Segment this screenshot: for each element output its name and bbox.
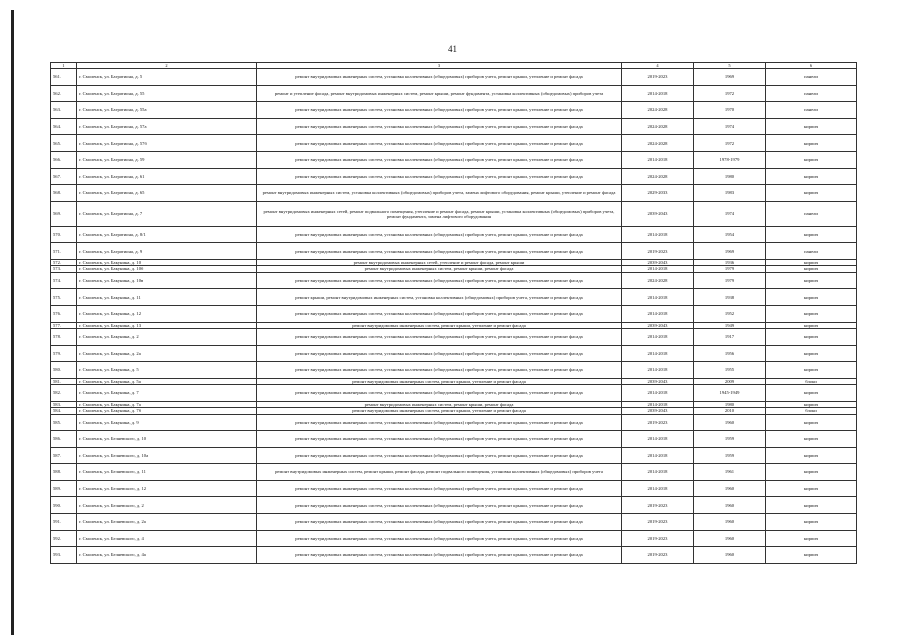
- row-material: кирпич: [766, 414, 857, 431]
- row-year: 1936: [694, 260, 766, 266]
- row-address: г. Смоленск, ул. Бакунина, д. 9: [77, 414, 257, 431]
- row-year: 1956: [694, 345, 766, 362]
- row-material: панели: [766, 102, 857, 119]
- row-material: кирпич: [766, 185, 857, 202]
- table-row: [51, 497, 857, 514]
- row-works: ремонт внутридомовых инженерных систем, установка коллективных (общедомовых) приборов учета, ремонт крыши, утепление и ремонт фасада: [257, 328, 622, 345]
- row-works: ремонт внутридомовых инженерных систем, установка коллективных (общедомовых) приборов учета, ремонт крыши, утепление и ремонт фасада: [257, 226, 622, 243]
- row-year: 1974: [694, 201, 766, 226]
- row-address: г. Смоленск, ул. Беляевского, д. 4: [77, 530, 257, 547]
- row-year: 1954: [694, 226, 766, 243]
- row-number: 577.: [51, 322, 77, 328]
- table-row: [51, 85, 857, 102]
- table-row: [51, 135, 857, 152]
- row-works: ремонт внутридомовых инженерных систем, установка коллективных (общедомовых) приборов учета, ремонт крыши, утепление и ремонт фасада: [257, 152, 622, 169]
- table-row: [51, 530, 857, 547]
- row-period: 2039-2043: [622, 408, 694, 414]
- table-row: [51, 201, 857, 226]
- header-col-5: 5: [694, 63, 766, 69]
- row-year: 1978-1979: [694, 152, 766, 169]
- row-number: 567.: [51, 168, 77, 185]
- row-address: г. Смоленск, ул. Беляевского, д. 2а: [77, 514, 257, 531]
- row-works: ремонт внутридомовых инженерных систем, установка коллективных (общедомовых) приборов учета, ремонт крыши, утепление и ремонт фасада: [257, 345, 622, 362]
- row-period: 2014-2018: [622, 401, 694, 407]
- table-row: [51, 547, 857, 564]
- row-number: 565.: [51, 135, 77, 152]
- row-number: 564.: [51, 118, 77, 135]
- row-works: ремонт и утепление фасада, ремонт внутридомовых инженерных систем, ремонт крыши, ремонт фундамента, установка коллективных (общедомовых) приборов учета: [257, 85, 622, 102]
- row-material: кирпич: [766, 447, 857, 464]
- row-number: 589.: [51, 480, 77, 497]
- page-number: 41: [448, 44, 457, 54]
- row-number: 568.: [51, 185, 77, 202]
- row-works: ремонт внутридомовых инженерных систем, установка коллективных (общедомовых) приборов учета, ремонт крыши, утепление и ремонт фасада: [257, 272, 622, 289]
- table-row: [51, 514, 857, 531]
- row-year: 1945-1949: [694, 385, 766, 402]
- row-works: ремонт внутридомовых инженерных систем, установка коллективных (общедомовых) приборов учета, ремонт крыши, утепление и ремонт фасада: [257, 385, 622, 402]
- row-address: г. Смоленск, ул. Бакунина, д. 10в: [77, 272, 257, 289]
- row-address: г. Смоленск, ул. Багратиона, д. 61: [77, 168, 257, 185]
- row-works: ремонт внутридомовых инженерных систем, ремонт крыши, утепление и ремонт фасада: [257, 378, 622, 384]
- row-works: ремонт внутридомовых инженерных систем, ремонт крыши, утепление и ремонт фасада: [257, 322, 622, 328]
- row-year: 1952: [694, 305, 766, 322]
- row-address: г. Смоленск, ул. Багратиона, д. 65: [77, 185, 257, 202]
- row-year: 1969: [694, 243, 766, 260]
- row-period: 2019-2023: [622, 530, 694, 547]
- row-number: 580.: [51, 362, 77, 379]
- row-works: ремонт внутридомовых инженерных систем, установка коллективных (общедомовых) приборов учета, ремонт крыши, утепление и ремонт фасада: [257, 118, 622, 135]
- row-period: 2019-2023: [622, 69, 694, 86]
- row-works: ремонт внутридомовых инженерных систем, установка коллективных (общедомовых) приборов учета, ремонт крыши, утепление и ремонт фасада: [257, 362, 622, 379]
- row-period: 2024-2028: [622, 272, 694, 289]
- row-number: 581.: [51, 378, 77, 384]
- row-number: 586.: [51, 431, 77, 448]
- row-address: г. Смоленск, ул. Беляевского, д. 10: [77, 431, 257, 448]
- row-year: 1960: [694, 530, 766, 547]
- row-address: г. Смоленск, ул. Беляевского, д. 4а: [77, 547, 257, 564]
- row-material: кирпич: [766, 547, 857, 564]
- row-period: 2014-2018: [622, 85, 694, 102]
- row-period: 2024-2028: [622, 118, 694, 135]
- row-year: 1960: [694, 414, 766, 431]
- row-period: 2029-2033: [622, 185, 694, 202]
- table-row: [51, 431, 857, 448]
- row-number: 579.: [51, 345, 77, 362]
- table-row: [51, 272, 857, 289]
- row-year: 1979: [694, 272, 766, 289]
- table-row: [51, 385, 857, 402]
- row-material: кирпич: [766, 305, 857, 322]
- row-year: 1980: [694, 168, 766, 185]
- row-works: ремонт внутридомовых инженерных систем, установка коллективных (общедомовых) приборов учета, ремонт крыши, утепление и ремонт фасада: [257, 547, 622, 564]
- row-material: кирпич: [766, 260, 857, 266]
- row-year: 1979: [694, 266, 766, 272]
- row-address: г. Смоленск, ул. Багратиона, д. 5: [77, 69, 257, 86]
- row-material: кирпич: [766, 385, 857, 402]
- row-year: 1974: [694, 118, 766, 135]
- row-works: ремонт внутридомовых инженерных сетей, ремонт подвального помещения, утепление и ремонт фасада, ремонт крыши, установка коллективных (общедомовых) приборов учета, ремонт фундамента, замена лифтового оборудования: [257, 201, 622, 226]
- row-works: ремонт внутридомовых инженерных систем, установка коллективных (общедомовых) приборов учета, ремонт крыши, утепление и ремонт фасада: [257, 305, 622, 322]
- row-number: 562.: [51, 85, 77, 102]
- row-works: ремонт внутридомовых инженерных систем, установка коллективных (общедомовых) приборов учета, ремонт крыши, утепление и ремонт фасада: [257, 243, 622, 260]
- row-year: 1960: [694, 480, 766, 497]
- row-works: ремонт внутридомовых инженерных систем, установка коллективных (общедомовых) приборов учета, ремонт крыши, утепление и ремонт фасада: [257, 447, 622, 464]
- row-period: 2014-2018: [622, 345, 694, 362]
- row-material: кирпич: [766, 328, 857, 345]
- row-material: кирпич: [766, 401, 857, 407]
- row-address: г. Смоленск, ул. Бакунина, д. 10: [77, 260, 257, 266]
- row-number: 590.: [51, 497, 77, 514]
- row-works: ремонт внутридомовых инженерных систем, установка коллективных (общедомовых) приборов учета, ремонт крыши, утепление и ремонт фасада: [257, 497, 622, 514]
- row-material: кирпич: [766, 530, 857, 547]
- row-works: ремонт внутридомовых инженерных сетей, утепление и ремонт фасада, ремонт крыши: [257, 260, 622, 266]
- header-col-3: 3: [257, 63, 622, 69]
- table-row: [51, 118, 857, 135]
- row-material: панели: [766, 243, 857, 260]
- row-address: г. Смоленск, ул. Багратиона, д. 57б: [77, 135, 257, 152]
- row-address: г. Смоленск, ул. Бакунина, д. 2: [77, 328, 257, 345]
- row-material: кирпич: [766, 345, 857, 362]
- table-row: [51, 328, 857, 345]
- row-period: 2014-2018: [622, 362, 694, 379]
- row-material: кирпич: [766, 431, 857, 448]
- row-works: ремонт внутридомовых инженерных систем, установка коллективных (общедомовых) приборов учета, ремонт крыши, утепление и ремонт фасада: [257, 102, 622, 119]
- row-year: 1917: [694, 328, 766, 345]
- row-number: 572.: [51, 260, 77, 266]
- row-material: кирпич: [766, 464, 857, 481]
- scan-edge-bar: [11, 10, 14, 635]
- row-year: 1959: [694, 431, 766, 448]
- row-number: 574.: [51, 272, 77, 289]
- row-address: г. Смоленск, ул. Бакунина, д. 12: [77, 305, 257, 322]
- row-year: 2010: [694, 408, 766, 414]
- row-address: г. Смоленск, ул. Багратиона, д. 57а: [77, 118, 257, 135]
- row-works: ремонт внутридомовых инженерных систем, установка коллективных (общедомовых) приборов учета, ремонт крыши, утепление и ремонт фасада: [257, 69, 622, 86]
- row-period: 2014-2018: [622, 226, 694, 243]
- row-number: 569.: [51, 201, 77, 226]
- table-row: [51, 152, 857, 169]
- row-material: блоки: [766, 378, 857, 384]
- row-period: 2019-2023: [622, 547, 694, 564]
- row-address: г. Смоленск, ул. Бакунина, д. 7б: [77, 408, 257, 414]
- row-period: 2024-2028: [622, 102, 694, 119]
- row-year: 1969: [694, 69, 766, 86]
- row-number: 585.: [51, 414, 77, 431]
- row-period: 2019-2023: [622, 414, 694, 431]
- row-period: 2039-2043: [622, 201, 694, 226]
- row-material: кирпич: [766, 480, 857, 497]
- registry-table: [50, 62, 857, 564]
- row-number: 563.: [51, 102, 77, 119]
- table-row: [51, 464, 857, 481]
- row-material: кирпич: [766, 272, 857, 289]
- row-period: 2014-2018: [622, 305, 694, 322]
- header-col-2: 2: [77, 63, 257, 69]
- row-year: 1980: [694, 401, 766, 407]
- table-row: [51, 305, 857, 322]
- row-address: г. Смоленск, ул. Бакунина, д. 10б: [77, 266, 257, 272]
- row-year: 1960: [694, 547, 766, 564]
- row-number: 582.: [51, 385, 77, 402]
- row-period: 2019-2023: [622, 497, 694, 514]
- row-year: 1949: [694, 322, 766, 328]
- row-year: 1960: [694, 514, 766, 531]
- row-year: 1955: [694, 362, 766, 379]
- table-row: [51, 243, 857, 260]
- row-number: 575.: [51, 289, 77, 306]
- row-address: г. Смоленск, ул. Бакунина, д. 7а: [77, 401, 257, 407]
- row-material: панели: [766, 69, 857, 86]
- row-period: 2014-2018: [622, 152, 694, 169]
- row-address: г. Смоленск, ул. Багратиона, д. 55: [77, 85, 257, 102]
- row-material: кирпич: [766, 135, 857, 152]
- header-col-6: 6: [766, 63, 857, 69]
- row-number: 583.: [51, 401, 77, 407]
- row-address: г. Смоленск, ул. Бакунина, д. 11: [77, 289, 257, 306]
- table-row: [51, 345, 857, 362]
- row-number: 576.: [51, 305, 77, 322]
- row-number: 584.: [51, 408, 77, 414]
- row-address: г. Смоленск, ул. Беляевского, д. 2: [77, 497, 257, 514]
- row-material: кирпич: [766, 152, 857, 169]
- row-period: 2014-2018: [622, 431, 694, 448]
- table-body: [51, 69, 857, 564]
- row-address: г. Смоленск, ул. Багратиона, д. 7: [77, 201, 257, 226]
- row-year: 1938: [694, 289, 766, 306]
- row-material: блоки: [766, 408, 857, 414]
- table-row: [51, 69, 857, 86]
- header-col-4: 4: [622, 63, 694, 69]
- row-period: 2014-2018: [622, 447, 694, 464]
- row-works: ремонт внутридомовых инженерных систем, ремонт крыши, утепление и ремонт фасада: [257, 408, 622, 414]
- row-works: ремонт внутридомовых инженерных систем, установка коллективных (общедомовых) приборов учета, ремонт крыши, утепление и ремонт фасада: [257, 480, 622, 497]
- row-period: 2014-2018: [622, 385, 694, 402]
- row-works: ремонт внутридомовых инженерных систем, установка коллективных (общедомовых) приборов учета, ремонт крыши, утепление и ремонт фасада: [257, 135, 622, 152]
- row-number: 566.: [51, 152, 77, 169]
- row-period: 2024-2028: [622, 168, 694, 185]
- row-works: ремонт крыши, ремонт внутридомовых инженерных систем, установка коллективных (общедомовых) приборов учета, утепление и ремонт фасада: [257, 289, 622, 306]
- row-address: г. Смоленск, ул. Багратиона, д. 8/1: [77, 226, 257, 243]
- row-address: г. Смоленск, ул. Беляевского, д. 10а: [77, 447, 257, 464]
- row-period: 2014-2018: [622, 464, 694, 481]
- row-number: 570.: [51, 226, 77, 243]
- row-year: 1972: [694, 85, 766, 102]
- row-material: кирпич: [766, 322, 857, 328]
- row-period: 2019-2023: [622, 514, 694, 531]
- row-material: кирпич: [766, 168, 857, 185]
- row-period: 2039-2043: [622, 260, 694, 266]
- row-address: г. Смоленск, ул. Багратиона, д. 9: [77, 243, 257, 260]
- row-year: 1972: [694, 135, 766, 152]
- row-address: г. Смоленск, ул. Бакунина, д. 5: [77, 362, 257, 379]
- row-year: 1983: [694, 185, 766, 202]
- row-address: г. Смоленск, ул. Бакунина, д. 13: [77, 322, 257, 328]
- row-number: 591.: [51, 514, 77, 531]
- row-address: г. Смоленск, ул. Бакунина, д. 7: [77, 385, 257, 402]
- row-works: ремонт внутридомовых инженерных систем, установка коллективных (общедомовых) приборов учета, ремонт крыши, утепление и ремонт фасада: [257, 431, 622, 448]
- row-number: 571.: [51, 243, 77, 260]
- table-row: [51, 362, 857, 379]
- row-material: панели: [766, 201, 857, 226]
- row-address: г. Смоленск, ул. Беляевского, д. 11: [77, 464, 257, 481]
- row-works: ремонт внутридомовых инженерных систем, установка коллективных (общедомовых) приборов учета, ремонт крыши, утепление и ремонт фасада: [257, 168, 622, 185]
- row-period: 2039-2043: [622, 378, 694, 384]
- table-row: [51, 414, 857, 431]
- row-works: ремонт внутридомовых инженерных систем, установка коллективных (общедомовых) приборов учета, ремонт крыши, утепление и ремонт фасада: [257, 530, 622, 547]
- row-material: кирпич: [766, 497, 857, 514]
- row-year: 1959: [694, 447, 766, 464]
- row-address: г. Смоленск, ул. Бакунина, д. 2а: [77, 345, 257, 362]
- row-material: панели: [766, 85, 857, 102]
- row-material: кирпич: [766, 226, 857, 243]
- row-period: 2019-2023: [622, 243, 694, 260]
- row-works: ремонт внутридомовых инженерных систем, установка коллективных (общедомовых) приборов учета, ремонт крыши, утепление и ремонт фасада: [257, 514, 622, 531]
- row-year: 1960: [694, 497, 766, 514]
- row-period: 2014-2018: [622, 328, 694, 345]
- row-works: ремонт внутридомовых инженерных систем, ремонт крыши, ремонт фасада: [257, 266, 622, 272]
- row-works: ремонт внутридомовых инженерных систем, установка коллективных (общедомовых) приборов учета, ремонт крыши, утепление и ремонт фасада: [257, 414, 622, 431]
- row-works: ремонт внутридомовых инженерных систем, установка коллективных (общедомовых) приборов учета, замена лифтового оборудования, ремонт крыши, утепление и ремонт фасада: [257, 185, 622, 202]
- row-address: г. Смоленск, ул. Беляевского, д. 12: [77, 480, 257, 497]
- row-year: 1970: [694, 102, 766, 119]
- row-number: 561.: [51, 69, 77, 86]
- row-material: кирпич: [766, 289, 857, 306]
- table-row: [51, 185, 857, 202]
- table-row: [51, 289, 857, 306]
- row-number: 587.: [51, 447, 77, 464]
- row-material: кирпич: [766, 362, 857, 379]
- row-period: 2039-2043: [622, 322, 694, 328]
- table-row: [51, 447, 857, 464]
- row-number: 592.: [51, 530, 77, 547]
- table-row: [51, 226, 857, 243]
- row-number: 578.: [51, 328, 77, 345]
- row-works: ремонт внутридомовых инженерных систем, ремонт крыши, ремонт фасада: [257, 401, 622, 407]
- row-material: кирпич: [766, 266, 857, 272]
- row-address: г. Смоленск, ул. Багратиона, д. 59: [77, 152, 257, 169]
- table-row: [51, 168, 857, 185]
- table-row: [51, 102, 857, 119]
- row-period: 2014-2018: [622, 266, 694, 272]
- row-period: 2014-2018: [622, 480, 694, 497]
- header-col-1: 1: [51, 63, 77, 69]
- row-material: кирпич: [766, 514, 857, 531]
- row-year: 1961: [694, 464, 766, 481]
- row-address: г. Смоленск, ул. Багратиона, д. 55а: [77, 102, 257, 119]
- row-address: г. Смоленск, ул. Бакунина, д. 5а: [77, 378, 257, 384]
- row-period: 2024-2028: [622, 135, 694, 152]
- row-year: 2009: [694, 378, 766, 384]
- row-works: ремонт внутридомовых инженерных систем, ремонт крыши, ремонт фасада, ремонт подвального помещения, установка коллективных (общедомовых) приборов учета: [257, 464, 622, 481]
- row-period: 2014-2018: [622, 289, 694, 306]
- row-material: кирпич: [766, 118, 857, 135]
- row-number: 593.: [51, 547, 77, 564]
- table-row: [51, 480, 857, 497]
- row-number: 588.: [51, 464, 77, 481]
- row-number: 573.: [51, 266, 77, 272]
